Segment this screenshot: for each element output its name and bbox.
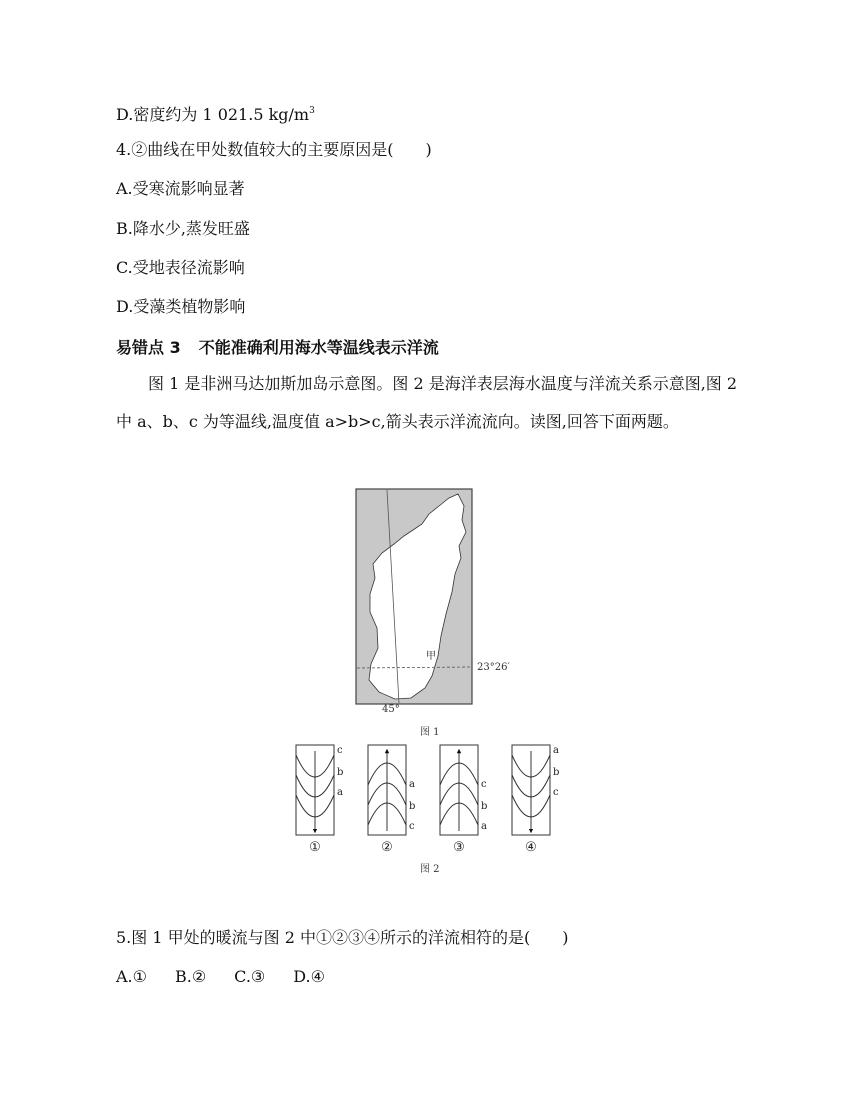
isotherm-label: a [553, 745, 559, 756]
panel-number: ③ [453, 840, 465, 855]
isotherm-label: c [481, 779, 487, 790]
isotherm-label: c [553, 787, 559, 798]
q3-option-d-text: D.密度约为 1 021.5 kg/m [116, 105, 310, 124]
q5-option-d: D.④ [293, 967, 325, 986]
q3-option-d-superscript: 3 [309, 106, 315, 116]
figure-2-diagram [294, 743, 566, 855]
q3-option-d [116, 100, 315, 126]
section-label: 易错点 3 [116, 338, 181, 357]
longitude-label: 45° [382, 704, 400, 715]
q4-option-c: C.受地表径流影响 [116, 258, 245, 277]
panel-4 [512, 745, 559, 855]
section-heading [116, 337, 439, 359]
isotherm-label: b [409, 801, 416, 812]
label-jia: 甲 [426, 651, 436, 662]
panel-3 [440, 745, 487, 855]
latitude-label: 23°26′ [477, 662, 510, 673]
section-title: 不能准确利用海水等温线表示洋流 [198, 338, 439, 357]
figure-2-caption: 图 2 [420, 864, 440, 875]
isotherm-label: c [409, 821, 415, 832]
intro-paragraph [116, 365, 746, 441]
q5-stem: 5.图 1 甲处的暖流与图 2 中①②③④所示的洋流相符的是( ) [116, 928, 569, 947]
q5-option-c: C.③ [234, 967, 266, 986]
q4-stem: 4.②曲线在甲处数值较大的主要原因是( ) [116, 140, 432, 159]
panel-2 [368, 745, 415, 855]
q5-option-a: A.① [116, 967, 147, 986]
isotherm-label: b [553, 767, 560, 778]
isotherm-label: a [337, 787, 343, 798]
panel-number: ④ [525, 840, 537, 855]
q5-options [116, 966, 353, 988]
isotherm-label: b [481, 801, 488, 812]
isotherm-label: a [481, 821, 487, 832]
isotherm-label: b [337, 767, 344, 778]
isotherm-label: c [337, 745, 343, 756]
panel-1 [296, 745, 343, 855]
intro-text: 图 1 是非洲马达加斯加岛示意图。图 2 是海洋表层海水温度与洋流关系示意图,图 2 中 a、b、c 为等温线,温度值 a>b>c,箭头表示洋流流向。读图,回答下面两题。 [116, 374, 738, 431]
q4-option-d: D.受藻类植物影响 [116, 297, 246, 316]
panel-number: ① [309, 840, 321, 855]
q4-option-a: A.受寒流影响显著 [116, 179, 245, 198]
q5-option-b: B.② [174, 967, 207, 986]
panel-number: ② [381, 840, 393, 855]
q4-option-b: B.降水少,蒸发旺盛 [116, 219, 250, 238]
isotherm-label: a [409, 779, 415, 790]
figure-1-caption: 图 1 [420, 727, 440, 738]
figure-1-map [355, 488, 475, 710]
